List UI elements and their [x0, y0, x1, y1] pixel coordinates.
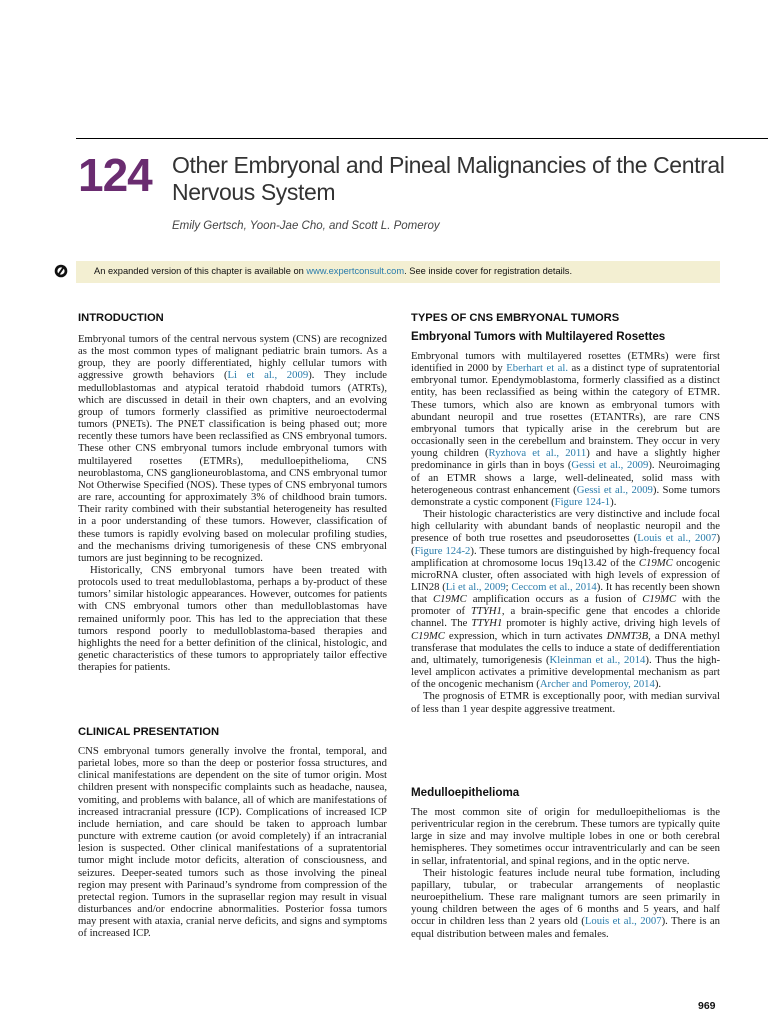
heading-medulloepithelioma: Medulloepithelioma [411, 786, 520, 799]
page-number: 969 [698, 1000, 716, 1012]
medulloepithelioma-text: The most common site of origin for medulloepitheliomas is the periventricular region in the cerebrum. These tumors are typically quite large in size and may involve multiple lobes in one or both cerebral hemispheres. They sometimes occur intraventricularly and can be seen in sellar, infratentorial, and spinal regions, and in the optic nerve. Their histologic features include neural tube formation, including papillary, tubular, or trabecular arrangements of neoplastic neuroepithelium. These rare malignant tumors are seen primarily in young children between the ages of 6 months and 5 years, and half occur in children less than 2 years old (Louis et al., 2007). There is an equal distribution between males and females. [411, 806, 720, 940]
banner-text: An expanded version of this chapter is available on www.expertconsult.com. See inside cover for registration details. [94, 266, 573, 276]
introduction-text: Embryonal tumors of the central nervous system (CNS) are recognized as the most common types of malignant pediatric brain tumors. As a group, they are poorly differentiated, highly cellular tumors with aggressive growth behaviors (Li et al., 2009). They include medulloblastomas and atypical teratoid rhabdoid tumors (ATRTs), which are discussed in detail in their own chapters, and an evolving group of tumors formerly classified as primitive neuroectodermal tumors (PNETs). The PNET classification is being phased out; more recently these tumors have been reclassified as CNS embryonal tumors. These other CNS embryonal tumors include embryonal tumors with multilayered rosettes (ETMRs), medulloepithelioma, CNS neuroblastoma, CNS ganglioneuroblastoma, and CNS embryonal tumor Not Otherwise Specified (NOS). These types of CNS embryonal tumors are rare, accounting for approximately 3% of childhood brain tumors. Their rarity combined with their substantial heterogeneity has resulted in a poor understanding of these tumors. However, classification of these tumors is rapidly evolving based on molecular profiling studies, and the mechanisms driving tumorigenesis of these CNS embryonal tumors are just beginning to be recognized. Historically, CNS embryonal tumors have been treated with protocols used to treat medulloblastoma, perhaps a by-product of these tumors’ similar histologic appearances. However, outcomes for patients with CNS embryonal tumors other than medulloblastomas have remained uniformly poor. This has led to the appreciation that these tumors respond poorly to medulloblastoma-based therapies and highlights the need for a better definition of the clinical, histologic, and genetic characteristics of these tumors to appropriately tailor effective therapies for patients. [78, 333, 387, 674]
expert-consult-icon [54, 264, 68, 278]
header-rule [76, 138, 768, 139]
etmr-text: Embryonal tumors with multilayered rosettes (ETMRs) were first identified in 2000 by Eberhart et al. as a distinct type of supratentorial embryonal tumor. Ependymoblastoma, formerly classified as a distinct entity, has been reclassified as being within the category of ETMR. These tumors, which also are known as embryonal tumors with abundant neuropil and true rosettes (ETANTRs), are rare CNS embryonal tumors that typically arise in the cerebrum but are occasionally seen in the cerebellum and brainstem. They occur in very young children (Ryzhova et al., 2011) and have a slightly higher predominance in girls than in boys (Gessi et al., 2009). Neuroimaging of an ETMR shows a large, well-delineated, solid mass with heterogeneous contrast enhancement (Gessi et al., 2009). Some tumors demonstrate a cystic component (Figure 124-1). Their histologic characteristics are very distinctive and include focal high cellularity with abundant bands of neoplastic neuropil and the presence of both true rosettes and pseudorosettes (Louis et al., 2007) (Figure 124-2). These tumors are distinguished by high-frequency focal amplification at chromosome locus 19q13.42 of the C19MC oncogenic microRNA cluster, often associated with high levels of expression of LIN28 (Li et al., 2009; Ceccom et al., 2014). It has recently been shown that C19MC amplification occurs as a fusion of C19MC with the promoter of TTYH1, a brain-specific gene that encodes a chloride channel. The TTYH1 promoter is highly active, driving high levels of C19MC expression, which in turn activates DNMT3B, a DNA methyl transferase that modulates the cells to induce a state of dedifferentiation and, ultimately, tumorigenesis (Kleinman et al., 2014). Thus the high-level amplicon activates a primitive developmental mechanism as part of the oncogenic mechanism (Archer and Pomeroy, 2014). The prognosis of ETMR is exceptionally poor, with median survival of less than 1 year despite aggressive treatment. [411, 350, 721, 715]
clinical-presentation-text: CNS embryonal tumors generally involve the frontal, temporal, and parietal lobes, more so than the deep or posterior fossa structures, and clinical manifestations are dependent on the site of tumor origin. Most children present with nonspecific complaints such as headache, nausea, vomiting, and problems with balance, all of which are manifestations of increased intracranial pressure (ICP). Complications of increased ICP include herniation, and care should be taken to approach lumbar puncture with extreme caution (or avoid completely) if an intracranial lesion is suspected. Other clinical manifestations of a supratentorial tumor might include motor deficits, alteration of consciousness, and seizures. Deeper-seated tumors such as those involving the pineal region may present with Parinaud’s syndrome from compression of the pretectal region. Tumors in the suprasellar region may result in visual disturbances and/or endocrine abnormalities. Posterior fossa tumors may present with ataxia, cranial nerve deficits, and signs and symptoms of increased ICP. [78, 745, 387, 940]
chapter-authors: Emily Gertsch, Yoon-Jae Cho, and Scott L. Pomeroy [172, 220, 440, 232]
chapter-title: Other Embryonal and Pineal Malignancies of the Central Nervous System [172, 152, 725, 205]
heading-types-of-cns-embryonal-tumors: TYPES OF CNS EMBRYONAL TUMORS [411, 312, 620, 324]
heading-introduction: INTRODUCTION [78, 312, 164, 324]
chapter-number: 124 [78, 149, 152, 201]
heading-clinical-presentation: CLINICAL PRESENTATION [78, 726, 220, 738]
expertconsult-link[interactable]: www.expertconsult.com [306, 266, 405, 276]
heading-etmr: Embryonal Tumors with Multilayered Rosettes [411, 330, 666, 343]
